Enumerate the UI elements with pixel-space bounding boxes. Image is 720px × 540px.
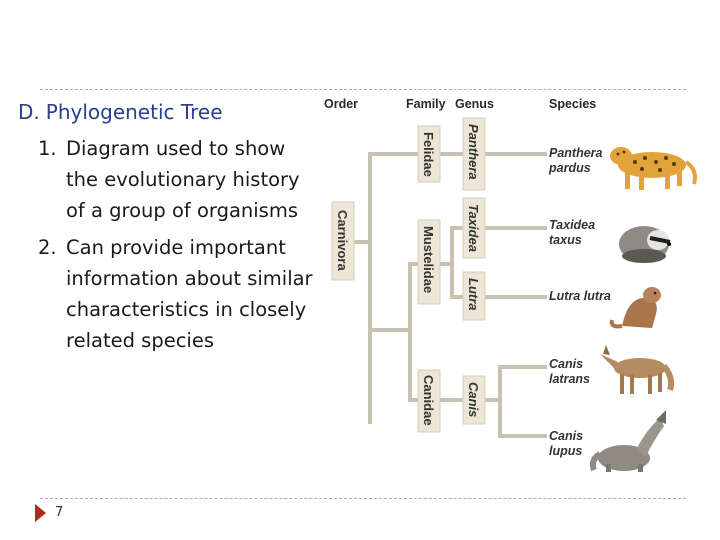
point-2-text: Can provide important information about similar characteristics in closely related species <box>66 236 313 352</box>
species-panthera-pardus-line1: Panthera <box>549 146 603 160</box>
page-number: 7 <box>55 505 64 520</box>
family-mustelidae: Mustelidae <box>421 226 436 294</box>
species-canis-latrans-line1: Canis <box>549 357 584 371</box>
species-lutra-lutra: Lutra lutra <box>549 289 611 303</box>
family-canidae: Canidae <box>421 375 436 426</box>
point-1-number: 1. <box>38 137 57 160</box>
point-1 <box>38 133 318 226</box>
slide-text-block <box>18 98 318 362</box>
phylogenetic-tree <box>300 92 700 472</box>
footer-arrow-icon <box>35 504 46 522</box>
heading-text: Phylogenetic Tree <box>45 100 223 124</box>
point-1-text: Diagram used to show the evolutionary history of a group of organisms <box>66 137 300 222</box>
heading-letter: D. <box>18 100 40 124</box>
point-2 <box>38 232 318 356</box>
coyote-illustration <box>600 345 671 394</box>
slide-heading <box>18 98 318 126</box>
species-canis-latrans-line2: latrans <box>549 372 590 386</box>
genus-canis: Canis <box>466 382 481 418</box>
genus-taxidea: Taxidea <box>466 204 481 252</box>
otter-illustration <box>612 287 661 328</box>
species-panthera-pardus-line2: pardus <box>549 161 591 175</box>
species-taxidea-taxus-line2: taxus <box>549 233 582 247</box>
header-family: Family <box>406 97 446 111</box>
badger-illustration <box>619 226 671 263</box>
genus-lutra: Lutra <box>466 278 481 311</box>
leopard-illustration <box>610 147 695 190</box>
order-carnivora: Carnivora <box>335 210 350 271</box>
tree-branches <box>342 154 545 436</box>
species-taxidea-taxus-line1: Taxidea <box>549 218 596 232</box>
family-felidae: Felidae <box>421 132 436 177</box>
header-genus: Genus <box>455 97 494 111</box>
top-divider <box>40 89 686 90</box>
wolf-illustration <box>593 410 666 472</box>
bottom-divider <box>40 498 686 499</box>
genus-panthera: Panthera <box>466 124 481 180</box>
point-2-number: 2. <box>38 236 57 259</box>
species-canis-lupus-line1: Canis <box>549 429 584 443</box>
header-species: Species <box>549 97 597 111</box>
species-canis-lupus-line2: lupus <box>549 444 583 458</box>
header-order: Order <box>324 97 359 111</box>
